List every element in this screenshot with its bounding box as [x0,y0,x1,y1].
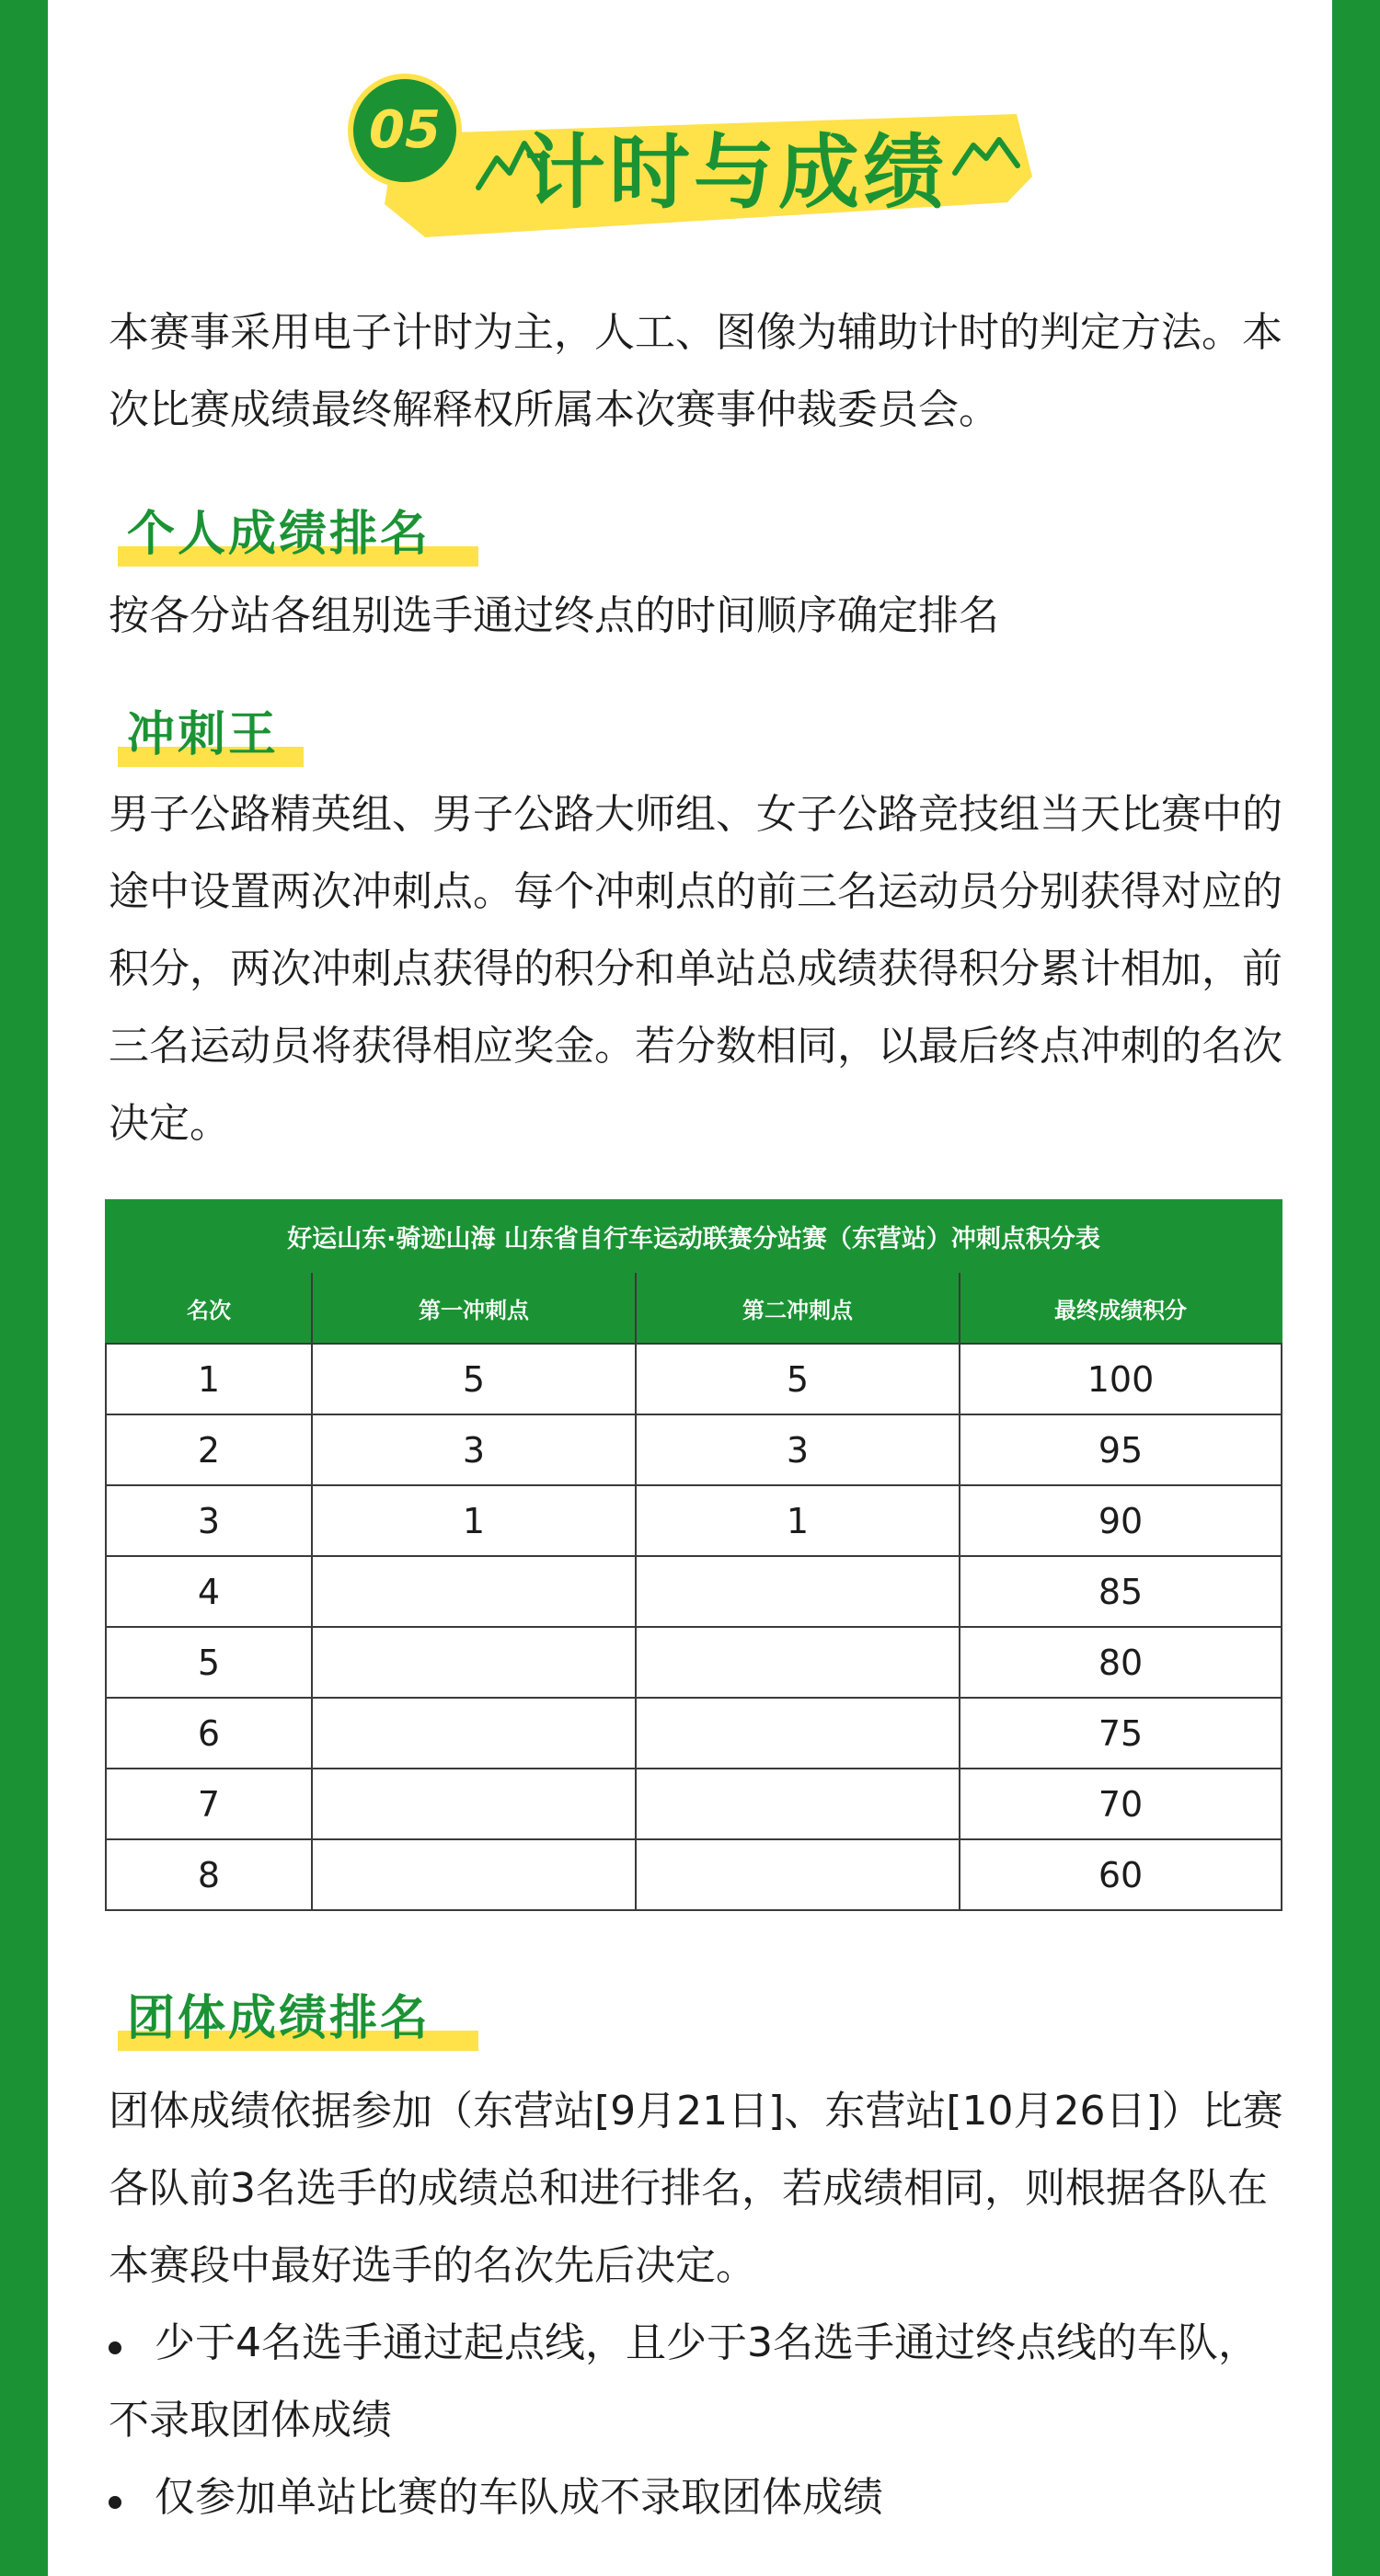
cell-sprint-1 [312,1769,636,1839]
table-title-row [106,1200,1282,1272]
team-ranking-title: 团体成绩排名 [127,1991,431,2046]
cell-rank: 8 [106,1839,312,1910]
cell-rank: 2 [106,1414,312,1485]
table-row [106,1485,1282,1556]
intro-paragraph: 本赛事采用电子计时为主，人工、图像为辅助计时的判定方法。本次比赛成绩最终解释权所属本次赛事仲裁委员会。 [109,309,1282,433]
table-row [106,1414,1282,1485]
cell-sprint-2: 5 [636,1344,960,1414]
page-title: 计时与成绩 [524,125,949,220]
cell-rank: 7 [106,1769,312,1839]
personal-ranking-heading [110,502,431,567]
cell-rank: 1 [106,1344,312,1414]
table-row [106,1839,1282,1910]
cell-sprint-1: 1 [312,1485,636,1556]
sprint-points-table [105,1199,1282,1911]
cell-final-points: 60 [960,1839,1282,1910]
table-row [106,1344,1282,1414]
cell-sprint-2 [636,1839,960,1910]
sprint-king-heading [110,703,279,767]
team-ranking-heading [110,1986,431,2051]
cell-final-points: 70 [960,1769,1282,1839]
cell-final-points: 95 [960,1414,1282,1485]
list-item [109,2305,1295,2459]
table-header-row [106,1272,1282,1344]
cell-sprint-1 [312,1627,636,1698]
bullet-text: 仅参加单站比赛的车队成不录取团体成绩 [155,2474,883,2521]
section-header [340,66,1040,250]
cell-sprint-1: 5 [312,1344,636,1414]
cell-sprint-1 [312,1556,636,1627]
sprint-king-title: 冲刺王 [127,707,280,762]
table-row [106,1627,1282,1698]
cell-sprint-1 [312,1839,636,1910]
personal-ranking-text: 按各分站各组别选手通过终点的时间顺序确定排名 [109,592,999,639]
table-row [106,1769,1282,1839]
cell-sprint-2 [636,1769,960,1839]
list-item [109,2459,1295,2536]
bullet-dot-icon [109,2496,121,2509]
cell-rank: 5 [106,1627,312,1698]
cell-rank: 6 [106,1698,312,1769]
cell-sprint-1: 3 [312,1414,636,1485]
team-ranking-text: 团体成绩依据参加（东营站[9月21日]、东营站[10月26日]）比赛各队前3名选手的成绩总和进行排名，若成绩相同，则根据各队在本赛段中最好选手的名次先后决定。 [109,2088,1283,2289]
cell-rank: 3 [106,1485,312,1556]
cell-sprint-2 [636,1698,960,1769]
sprint-king-text: 男子公路精英组、男子公路大师组、女子公路竞技组当天比赛中的途中设置两次冲刺点。每个冲刺点的前三名运动员分别获得对应的积分，两次冲刺点获得的积分和单站总成绩获得积分累计相加，前三名运动员将获得相应奖金。若分数相同，以最后终点冲刺的名次决定。 [109,791,1282,1147]
cell-sprint-1 [312,1698,636,1769]
section-number-badge: 05 [348,74,462,188]
cell-final-points: 100 [960,1344,1282,1414]
column-header-final-points: 最终成绩积分 [960,1272,1282,1344]
cell-final-points: 90 [960,1485,1282,1556]
column-header-rank: 名次 [106,1272,312,1344]
bullet-text: 少于4名选手通过起点线，且少于3名选手通过终点线的车队，不录取团体成绩 [109,2319,1259,2444]
cell-final-points: 85 [960,1556,1282,1627]
column-header-sprint-1: 第一冲刺点 [312,1272,636,1344]
cell-sprint-2: 3 [636,1414,960,1485]
cell-rank: 4 [106,1556,312,1627]
column-header-sprint-2: 第二冲刺点 [636,1272,960,1344]
personal-ranking-title: 个人成绩排名 [127,507,431,562]
table-title: 好运山东·骑迹山海 山东省自行车运动联赛分站赛（东营站）冲刺点积分表 [106,1200,1282,1272]
cell-sprint-2 [636,1627,960,1698]
cell-final-points: 75 [960,1698,1282,1769]
cell-sprint-2 [636,1556,960,1627]
table-row [106,1556,1282,1627]
cell-sprint-2: 1 [636,1485,960,1556]
bullet-dot-icon [109,2341,121,2354]
cell-final-points: 80 [960,1627,1282,1698]
table-row [106,1698,1282,1769]
